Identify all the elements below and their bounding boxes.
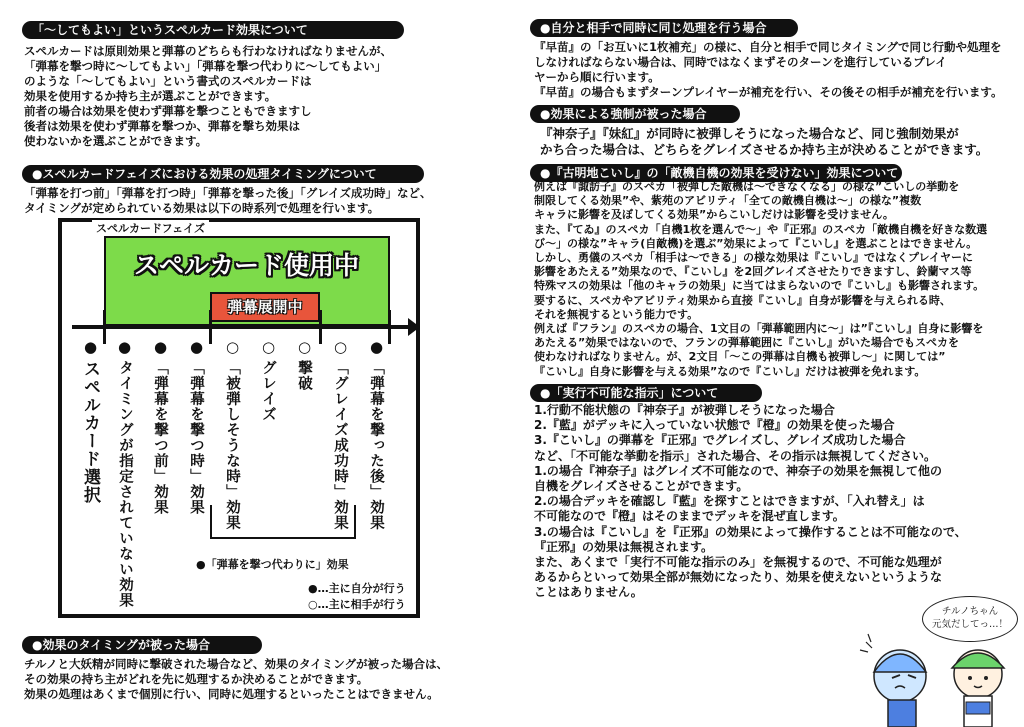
timeline-arrow-icon <box>408 318 420 336</box>
col-text: グレイズ <box>260 360 276 422</box>
section-body-koishi: 例えば『諏訪子』のスペカ「被弾した敵機は〜できなくなる」の様な”こいしの挙動を 制限してくる効果”や、紫苑のアビリティ「全ての敵機自機は〜」の様な”複数 キャラに影響を及ぼしてくる効果”からこいしだけは影響を受けません。 また、『てゐ』のスペカ「自機1枚を選んで〜」や『正邪』のスペカ「敵機自機を好きな数選 び〜」の様な”キャラ(自敵機)を選ぶ”効果によって『こいし』を選ぶことはできません。 しかし、勇儀のスペカ「相手は〜できる」の様な効果は『こいし』ではなくプレイヤーに 影響をあたえる”効果なので、『こいし』を2回グレイズさせたりできますし、鈴蘭マス等 特殊マスの効果は「他のキャラの効果」に当てはまらないので『こいし』も影響されます。 要するに、スペカやアビリティ効果から直接『こいし』自身が影響を与えられる時、 それを無視するという能力です。 例えば『フラン』のスペカの場合、1文目の「弾幕範囲内に〜」は”『こいし』自身に影響を あたえる”効果ではないので、フランの弾幕範囲に『こいし』がいた場合でもスペカを 使わなければなりません。が、2文目「〜この弾幕は自機も被弾し〜」に関しては” 『こいし』自身に影響を与える効果”なので『こいし』だけは被弾を免れます。 <box>534 180 988 378</box>
section-header-forced <box>530 105 740 123</box>
col-mark: ● <box>370 338 384 356</box>
header-text: ●自分と相手で同時に同じ処理を行う場合 <box>540 21 767 35</box>
daiyousei-figure <box>952 650 1004 727</box>
instead-effect-note: ●「弾幕を撃つ代わりに」効果 <box>196 558 349 571</box>
legend-self: ●…主に自分が行う <box>308 582 406 595</box>
header-text: 「〜してもよい」というスペルカード効果について <box>32 23 308 37</box>
header-text: ●スペルカードフェイズにおける効果の処理タイミングについて <box>32 167 377 181</box>
spellcard-active-title: スペルカード使用中 <box>134 251 360 280</box>
col-text: 撃破 <box>296 360 312 391</box>
col-mark: ○ <box>226 338 240 356</box>
header-text: ●効果のタイミングが被った場合 <box>32 638 210 652</box>
section-header-same-timing <box>22 636 262 654</box>
phase-label: スペルカードフェイズ <box>92 220 209 236</box>
col-mark: ● <box>118 338 132 356</box>
col-text: 「被弾しそうな時」効果 <box>224 360 240 531</box>
timeline-tick <box>209 310 212 344</box>
section-body-may-effects: スペルカードは原則効果と弾幕のどちらも行わなければなりませんが、 「弾幕を撃つ時に〜してもよい」「弾幕を撃つ代わりに〜してもよい」 のような「〜してもよい」という書式のスペルカードは 効果を使用するか持ち主が選ぶことができます。 前者の場合は効果を使わず弾幕を撃つこともできますし 後者は効果を使わず弾幕を撃つか、弾幕を撃ち効果は 使わないかを選ぶことができます。 <box>24 44 392 148</box>
section-header-impossible <box>530 384 762 402</box>
timeline-axis <box>72 325 412 329</box>
bubble-text: チルノちゃん 元気だしてっ…！ <box>931 606 1008 630</box>
section-header-simultaneous <box>530 19 798 37</box>
col-mark: ● <box>84 338 98 356</box>
section-body-simultaneous: 『早苗』の「お互いに1枚補充」の様に、自分と相手で同じタイミングで同じ行動や処理を しなければならない場合は、同時ではなくまずそのターンを進行しているプレイ ヤーから順に行います。 『早苗』の場合もまずターンプレイヤーが補充を行い、その後その相手が補充を行います。 <box>534 40 1003 99</box>
section-body-same-timing: チルノと大妖精が同時に撃破された場合など、効果のタイミングが被った場合は、 その効果の持ち主がどれを先に処理するか決めることができます。 効果の処理はあくまで個別に行い、同時に処理するといったことはできません。 <box>24 657 449 701</box>
characters-illustration <box>848 632 1024 727</box>
col-mark: ● <box>154 338 168 356</box>
barrage-active-box: 弾幕展開中 <box>210 292 320 322</box>
col-mark: ● <box>190 338 204 356</box>
col-text: 「弾幕を撃つ前」効果 <box>152 360 168 515</box>
timeline-tick <box>103 310 106 344</box>
section-body-timing: 「弾幕を打つ前」「弾幕を打つ時」「弾幕を撃った後」「グレイズ成功時」など、 タイミングが定められている効果は以下の時系列で処理を行います。 <box>24 186 432 215</box>
timeline-tick <box>319 310 322 344</box>
header-text: ●「実行不可能な指示」について <box>540 386 719 400</box>
section-body-impossible: 1.行動不能状態の『神奈子』が被弾しそうになった場合 2.『藍』がデッキに入っていない状態で『橙』の効果を使った場合 3.『こいし』の弾幕を『正邪』でグレイズし、グレイズ成功した場合 など、「不可能な挙動を指示」された場合、その指示は無視してください。 1.の場合『神奈子』はグレイズ不可能なので、神奈子の効果を無視して他の 自機をグレイズさせることができます。 2.の場合デッキを確認し『藍』を探すことはできますが、「入れ替え」は 不可能なので『橙』はそのままでデッキを混ぜ直します。 3.の場合は『こいし』を『正邪』の効果によって操作することは不可能なので、 『正邪』の効果は無視されます。 また、あくまで「実行不可能な指示のみ」を無視するので、不可能な処理が あるからといって効果全部が無効になったり、効果を使えないというような ことはありません。 <box>534 403 967 600</box>
col-text: 「弾幕を撃った後」効果 <box>368 360 384 531</box>
section-header-may-effects <box>22 21 404 39</box>
header-text: ●『古明地こいし』の「敵機自機の効果を受けない」効果について <box>540 166 899 180</box>
header-text: ●効果による強制が被った場合 <box>540 107 707 121</box>
col-text: 「グレイズ成功時」効果 <box>332 360 348 531</box>
section-body-forced: 『神奈子』『妹紅』が同時に被弾しそうになった場合など、同じ強制効果が かち合った場合は、どちらをグレイズさせるか持ち主が決めることができます。 <box>540 126 989 157</box>
col-text: スペルカード選択 <box>80 360 100 504</box>
col-text: 「弾幕を撃つ時」効果 <box>188 360 204 515</box>
col-text: タイミングが指定されていない効果 <box>117 360 133 608</box>
timeline-tick <box>388 310 391 344</box>
col-mark: ○ <box>262 338 276 356</box>
cirno-figure <box>860 634 926 727</box>
instead-effect-bracket <box>210 505 356 539</box>
col-mark: ○ <box>334 338 348 356</box>
section-header-timing <box>22 165 424 183</box>
legend-other: ○…主に相手が行う <box>308 598 406 611</box>
col-mark: ○ <box>298 338 312 356</box>
